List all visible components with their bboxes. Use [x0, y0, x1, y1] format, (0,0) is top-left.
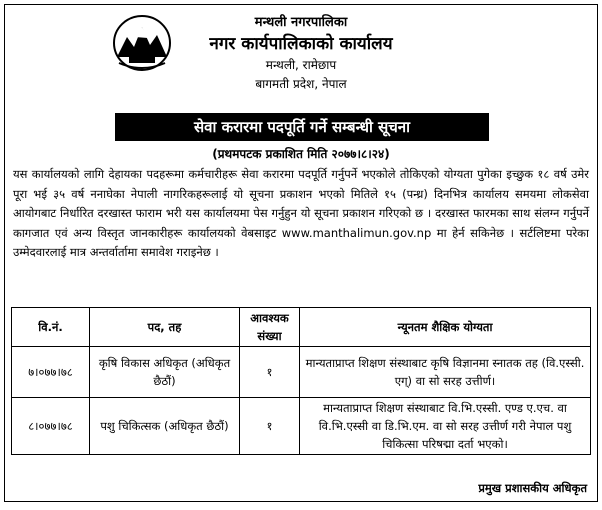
notice-page: [4, 4, 598, 502]
header-count: आवश्यक संख्या: [240, 308, 300, 347]
header-qualification: न्यूनतम शैक्षिक योग्यता: [300, 308, 591, 347]
row-qualification: मान्यताप्राप्त शिक्षण संस्थाबाट वि.भि.एस्सी. एण्ड ए.एच. वा वि.भि.एस्सी वा डि.भि.एम. वा सो सरह उत्तीर्ण गरी नेपाल पशु चिकित्सा परिषद्मा दर्ता भएको।: [300, 398, 591, 455]
table-header-row: [12, 308, 591, 347]
row-qualification: मान्यताप्राप्त शिक्षण संस्थाबाट कृषि विज्ञानमा स्नातक तह (वि.एस्सी. एग्) वा सो सरह उत्तीर्ण।: [300, 347, 591, 398]
table-row: [12, 347, 591, 398]
address-line2: बागमती प्रदेश, नेपाल: [255, 77, 347, 91]
header-post: पद, तह: [90, 308, 240, 347]
vacancy-table: [11, 307, 591, 455]
address-line1: मन्थली, रामेछाप: [265, 58, 337, 72]
row-serial: ७।०७७।७८: [12, 347, 90, 398]
row-post: कृषि विकास अधिकृत (अधिकृत छैठौं): [90, 347, 240, 398]
municipality-name: मन्थली नगरपालिका: [254, 15, 348, 30]
header-serial: वि.नं.: [12, 308, 90, 347]
row-count: १: [240, 347, 300, 398]
office-header: [5, 5, 597, 109]
published-date: (प्रथमपटक प्रकाशित मिति २०७७।८।२४): [212, 147, 390, 161]
table-row: [12, 398, 591, 455]
notice-body: यस कार्यालयको लागि देहायका पदहरूमा कर्मचारीहरू सेवा करारमा पदपूर्ति गर्नुपर्ने भएकोले तोकिएको योग्यता पुगेका इच्छुक १८ वर्ष उमेर पूरा भई ३५ वर्ष ननाघेका नेपाली नागरिकहरूलाई यो सूचना प्रकाशन भएको मितिले १५ (पन्ध्र) दिनभित्र कार्यालय समयमा लोकसेवा आयोगबाट निर्धारित दरखास्त फाराम भरी यस कार्यालयमा पेस गर्नुहुन यो सूचना प्रकाशन गरिएको छ । दरखास्त फारमका साथ संलग्न गर्नुपर्ने कागजात एवं अन्य विस्तृत जानकारीहरू कार्यालयको वेबसाइट www.manthalimun.gov.np मा हेर्न सकिनेछ । सर्टलिष्टमा परेका उम्मेदवारलाई मात्र अन्तर्वार्तामा समावेश गराइनेछ ।: [13, 167, 589, 259]
signoff-title: प्रमुख प्रशासकीय अधिकृत: [478, 481, 587, 495]
row-count: १: [240, 398, 300, 455]
office-name: नगर कार्यपालिकाको कार्यालय: [209, 34, 393, 54]
notice-title: सेवा करारमा पदपूर्ति गर्ने सम्बन्धी सूचना: [115, 113, 489, 141]
row-post: पशु चिकित्सक (अधिकृत छैठौं): [90, 398, 240, 455]
row-serial: ८।०७७।७८: [12, 398, 90, 455]
